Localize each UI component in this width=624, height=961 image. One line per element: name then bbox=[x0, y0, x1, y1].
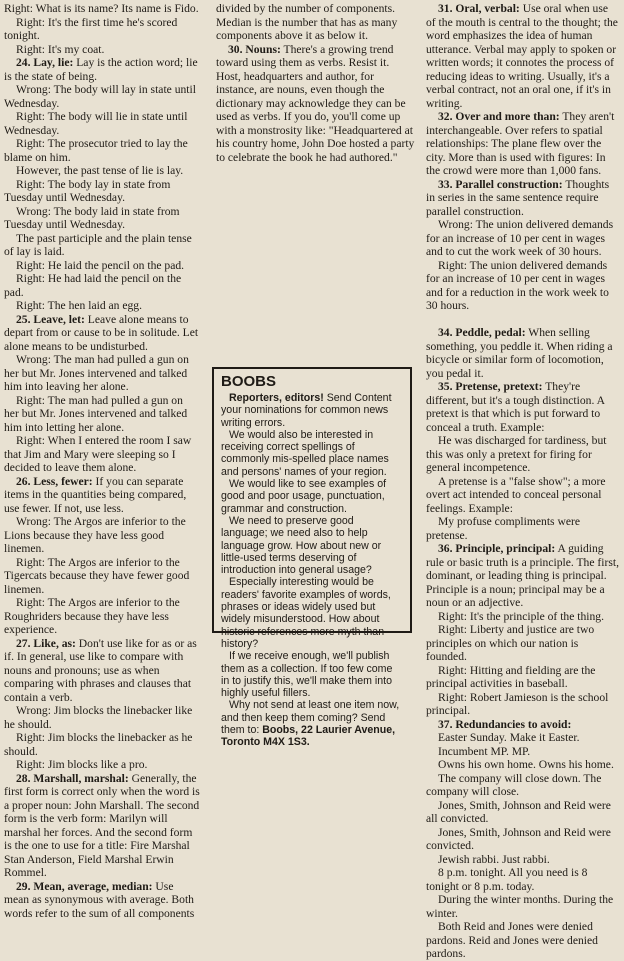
paragraph: Wrong: The body laid in state from Tuesday until Wednesday. bbox=[4, 204, 180, 231]
sidebar-paragraph: If we receive enough, we'll publish them as a collection. If too few come in to justify this, we'll make them into highly useful fillers. bbox=[221, 650, 393, 700]
boobs-sidebar-box bbox=[212, 367, 412, 749]
paragraph: 31. Oral, verbal: Use oral when use of the mouth is central to the thought; the word emphasizes the idea of human utterance. Verbal may apply to spoken or written words; it connotes the process of reducing ideas to writing. Usually, it's a verbal contract, not an oral one, if it's in writing. bbox=[426, 2, 618, 110]
paragraph: Incumbent MP. MP. bbox=[438, 744, 531, 758]
paragraph: My profuse compliments were pretense. bbox=[426, 515, 580, 542]
paragraph: 24. Lay, lie: Lay is the action word; lie is the state of being. bbox=[4, 56, 198, 83]
paragraph: A pretense is a "false show"; a more overt act intended to conceal personal feelings. Example: bbox=[426, 474, 606, 515]
paragraph: Wrong: Jim blocks the linebacker like he should. bbox=[4, 704, 193, 731]
paragraph: Right: The Argos are inferior to the Tigercats because they have fewer good linemen. bbox=[4, 555, 190, 596]
sidebar-paragraph: We need to preserve good language; we need also to help language grow. How about new or little-used terms deserving of introduction into general usage? bbox=[221, 514, 382, 577]
paragraph: Right: When I entered the room I saw that Jim and Mary were sleeping so I decided to leave them alone. bbox=[4, 434, 192, 474]
paragraph: Right: The hen laid an egg. bbox=[16, 299, 143, 312]
paragraph: 32. Over and more than: They aren't interchangeable. Over refers to spatial relationships: The plane flew over the city. More than is used with figures: In the crowd were more than 1,000 fans. bbox=[426, 110, 615, 177]
paragraph: 37. Redundancies to avoid: bbox=[438, 717, 572, 731]
paragraph: Jewish rabbi. Just rabbi. bbox=[438, 852, 550, 866]
paragraph: Right: The prosecutor tried to lay the blame on him. bbox=[4, 137, 188, 164]
paragraph: The company will close down. The company will close. bbox=[426, 771, 602, 798]
paragraph: 36. Principle, principal: A guiding rule or basic truth is a principle. The first, dominant, or leading thing is principal. Principle is a noun; principal may be a noun or an adjective. bbox=[426, 542, 619, 609]
paragraph: Right: Liberty and justice are two principles on which our nation is founded. bbox=[426, 623, 595, 663]
paragraph: Both Reid and Jones were denied pardons. Reid and Jones were denied pardons. bbox=[426, 920, 598, 960]
paragraph: 35. Pretense, pretext: They're different, but it's a tough distinction. A pretext is that which is put forward to conceal a truth. Example: bbox=[426, 380, 605, 434]
paragraph: However, the past tense of lie is lay. bbox=[16, 164, 184, 177]
paragraph: During the winter months. During the winter. bbox=[426, 893, 614, 920]
paragraph: 34. Peddle, pedal: When selling something, you peddle it. When riding a bicycle or similar form of locomotion, you pedal it. bbox=[426, 326, 613, 380]
column-2 bbox=[216, 2, 416, 164]
paragraph: Easter Sunday. Make it Easter. bbox=[438, 731, 580, 744]
paragraph: Right: Robert Jamieson is the school principal. bbox=[426, 690, 609, 717]
paragraph: divided by the number of components. Median is the number that has as many components above it as below it. bbox=[216, 2, 398, 42]
paragraph: 27. Like, as: Don't use like for as or as if. In general, use like to compare with nouns and pronouns; use as when comparing with phrases and clauses that contain a verb. bbox=[4, 636, 197, 704]
column-3 bbox=[426, 2, 620, 961]
paragraph: Wrong: The man had pulled a gun on her but Mr. Jones intervened and talked him into leaving her alone. bbox=[4, 353, 189, 393]
paragraph: Wrong: The Argos are inferior to the Lions because they have less good linemen. bbox=[4, 515, 186, 555]
sidebar-paragraph: We would also be interested in receiving correct spellings of commonly mis-spelled place names and persons' names of your region. bbox=[221, 428, 389, 478]
sidebar-paragraph: Why not send at least one item now, and then keep them coming? Send them to: Boobs, 22 Laurier Avenue, Toronto M4X 1S3. bbox=[221, 699, 400, 749]
paragraph: Right: Jim blocks like a pro. bbox=[16, 758, 148, 771]
paragraph: 28. Marshall, marshal: Generally, the first form is correct only when the word is a proper noun: John Marshall. The second form is the verb form: Marilyn will marshal her forces. And the second form is the one to use for a title: Fire Marshal Stan Anderson, Field Marshal Erwin Rommel. bbox=[4, 771, 200, 879]
paragraph: Right: It's the first time he's scored tonight. bbox=[4, 15, 178, 42]
paragraph: Right: He laid the pencil on the pad. bbox=[16, 258, 185, 272]
paragraph: The past participle and the plain tense of lay is laid. bbox=[4, 231, 192, 258]
sidebar-paragraph: Reporters, editors! Send Content your nominations for common news writing errors. bbox=[221, 392, 392, 429]
paragraph: Jones, Smith, Johnson and Reid were convicted. bbox=[426, 825, 611, 852]
paragraph: Right: The Argos are inferior to the Roughriders because they have less experience. bbox=[4, 596, 180, 636]
sidebar-paragraph: We would like to see examples of good and poor usage, punctuation, grammar and construction. bbox=[221, 478, 387, 515]
paragraph: Right: The man had pulled a gun on her but Mr. Jones intervened and talked him into letting her alone. bbox=[4, 393, 188, 434]
paragraph: Right: It's my coat. bbox=[16, 42, 105, 56]
paragraph: Right: It's the principle of the thing. bbox=[438, 609, 604, 623]
paragraph: 26. Less, fewer: If you can separate items in the quantities being compared, use fewer. If not, use less. bbox=[4, 474, 187, 515]
paragraph: Right: The union delivered demands for an increase of 10 per cent in wages and for a reduction in the work week to 30 hours. bbox=[426, 258, 609, 312]
sidebar-paragraph: Especially interesting would be readers' favorite examples of words, phrases or ideas widely used but widely misunderstood. How about historic references more myth than history? bbox=[221, 576, 391, 650]
paragraph: Right: The body lay in state from Tuesday until Wednesday. bbox=[4, 177, 171, 204]
paragraph: Right: The body will lie in state until Wednesday. bbox=[4, 110, 188, 137]
paragraph: 30. Nouns: There's a growing trend toward using them as verbs. Resist it. Host, headquarters and author, for instance, are nouns, even though the dictionary may acknowledge they can be used as verbs. If you do, you'll come up with a monstrosity like: "Headquartered at his country home, John Doe hosted a party to celebrate the book he had authored." bbox=[216, 42, 415, 164]
column-1 bbox=[4, 2, 200, 920]
paragraph: 25. Leave, let: Leave alone means to depart from or cause to be in solitude. Let alone means to be undisturbed. bbox=[4, 312, 199, 353]
paragraph: 8 p.m. tonight. All you need is 8 tonight or 8 p.m. today. bbox=[426, 866, 588, 893]
paragraph: Jones, Smith, Johnson and Reid were all convicted. bbox=[426, 798, 611, 825]
paragraph: 33. Parallel construction: Thoughts in series in the same sentence require parallel construction. bbox=[426, 177, 610, 218]
paragraph: Right: Hitting and fielding are the principal activities in baseball. bbox=[426, 663, 596, 690]
sidebar-title: BOOBS bbox=[221, 373, 277, 390]
paragraph: 29. Mean, average, median: Use mean as synonymous with average. Both words refer to the sum of all components bbox=[4, 879, 195, 920]
paragraph: He was discharged for tardiness, but this was only a pretext for firing for general incompetence. bbox=[426, 434, 607, 474]
paragraph: Wrong: The union delivered demands for an increase of 10 per cent in wages and to cut the work week of 30 hours. bbox=[426, 218, 614, 258]
paragraph: Wrong: The body will lay in state until Wednesday. bbox=[4, 83, 196, 110]
paragraph: Right: Jim blocks the linebacker as he should. bbox=[4, 731, 193, 758]
paragraph: Right: He had laid the pencil on the pad. bbox=[4, 272, 182, 299]
paragraph: Right: What is its name? Its name is Fido. bbox=[4, 2, 199, 15]
paragraph: Owns his own home. Owns his home. bbox=[438, 758, 614, 771]
